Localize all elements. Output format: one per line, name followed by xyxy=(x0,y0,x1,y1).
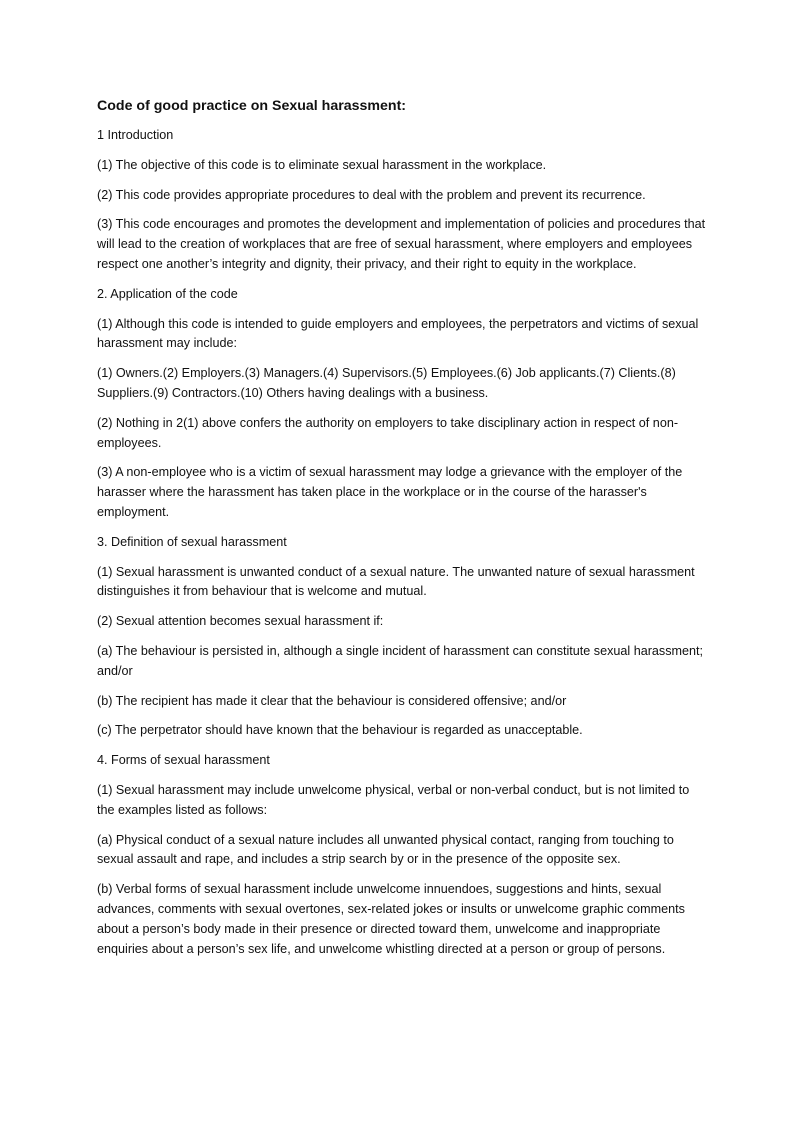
paragraph: (1) The objective of this code is to eliminate sexual harassment in the workplace. xyxy=(97,157,547,172)
document-title: Code of good practice on Sexual harassment: xyxy=(97,98,407,114)
paragraph: (2) Nothing in 2(1) above confers the authority on employers to take disciplinary action in respect of non-employees. xyxy=(97,415,679,450)
paragraph: (3) This code encourages and promotes the development and implementation of policies and procedures that will lead to the creation of workplaces that are free of sexual harassment, where employers and employees respect one another’s integrity and dignity, their privacy, and their right to equity in the workplace. xyxy=(97,217,706,271)
section-heading-forms: 4. Forms of sexual harassment xyxy=(97,753,270,768)
paragraph: (1) Sexual harassment may include unwelcome physical, verbal or non-verbal conduct, but is not limited to the examples listed as follows: xyxy=(97,782,690,817)
paragraph: (2) Sexual attention becomes sexual harassment if: xyxy=(97,614,384,629)
paragraph: (1) Although this code is intended to guide employers and employees, the perpetrators and victims of sexual harassment may include: xyxy=(97,316,699,351)
paragraph: (c) The perpetrator should have known that the behaviour is regarded as unacceptable. xyxy=(97,723,583,738)
paragraph: (b) The recipient has made it clear that the behaviour is considered offensive; and/or xyxy=(97,693,567,708)
section-heading-application: 2. Application of the code xyxy=(97,286,238,301)
paragraph: (2) This code provides appropriate procedures to deal with the problem and prevent its recurrence. xyxy=(97,187,646,202)
document-page xyxy=(97,96,707,969)
paragraph: (1) Owners.(2) Employers.(3) Managers.(4) Supervisors.(5) Employees.(6) Job applicants.(7) Clients.(8) Suppliers.(9) Contractors.(10) Others having dealings with a business. xyxy=(97,366,676,400)
section-heading-definition: 3. Definition of sexual harassment xyxy=(97,534,287,549)
paragraph: (1) Sexual harassment is unwanted conduct of a sexual nature. The unwanted nature of sexual harassment distinguishes it from behaviour that is welcome and mutual. xyxy=(97,564,695,599)
paragraph: (b) Verbal forms of sexual harassment include unwelcome innuendoes, suggestions and hints, sexual advances, comments with sexual overtones, sex-related jokes or insults or unwelcome graphic comments about a person’s body made in their presence or directed toward them, unwelcome and inappropriate enquiries about a person’s sex life, and unwelcome whistling directed at a person or group of persons. xyxy=(97,882,685,956)
paragraph: (3) A non-employee who is a victim of sexual harassment may lodge a grievance with the employer of the harasser where the harassment has taken place in the workplace or in the course of the harasser's employment. xyxy=(97,465,683,519)
section-heading-introduction: 1 Introduction xyxy=(97,128,174,142)
paragraph: (a) Physical conduct of a sexual nature includes all unwanted physical contact, ranging from touching to sexual assault and rape, and includes a strip search by or in the presence of the opposite sex. xyxy=(97,832,674,867)
paragraph: (a) The behaviour is persisted in, although a single incident of harassment can constitute sexual harassment; and/or xyxy=(97,643,704,678)
